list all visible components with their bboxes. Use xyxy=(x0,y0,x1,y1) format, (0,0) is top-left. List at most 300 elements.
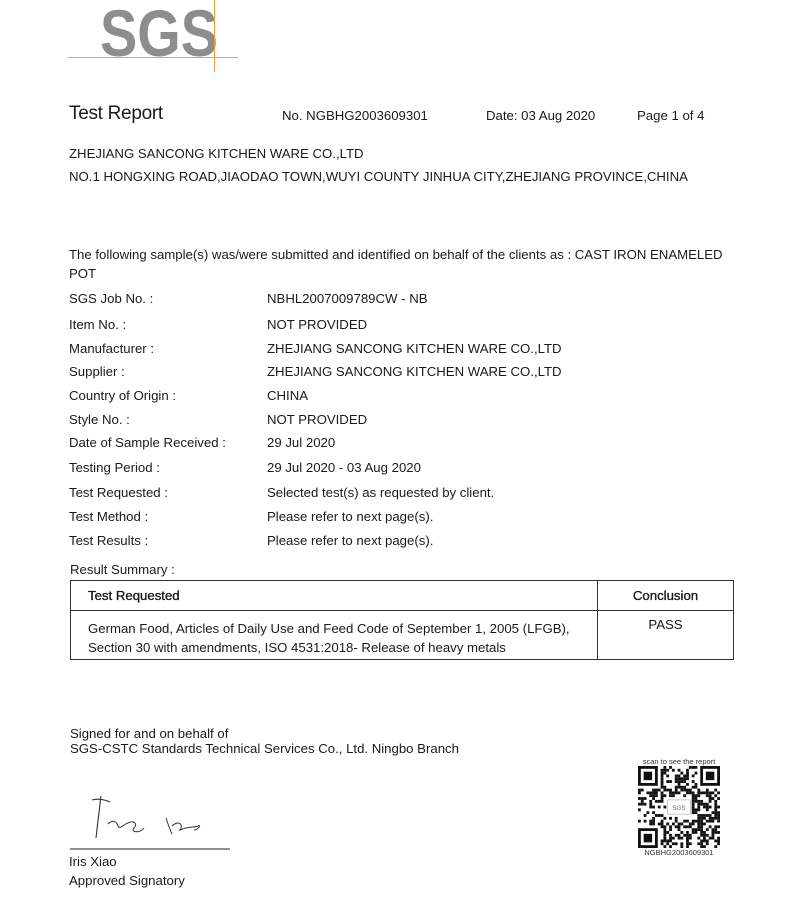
qr-module xyxy=(692,791,695,794)
qr-module xyxy=(686,820,689,823)
qr-module xyxy=(649,794,652,797)
qr-module xyxy=(686,837,689,840)
qr-module xyxy=(686,774,689,777)
qr-module xyxy=(641,800,644,803)
qr-module xyxy=(717,825,720,828)
field-label-item-no: Item No. : xyxy=(69,317,127,332)
qr-module xyxy=(644,803,647,806)
qr-module xyxy=(669,789,672,792)
qr-module xyxy=(692,786,695,789)
qr-module xyxy=(706,803,709,806)
qr-module xyxy=(709,800,712,803)
qr-module xyxy=(686,772,689,775)
qr-module xyxy=(714,828,717,831)
qr-module xyxy=(661,783,664,786)
qr-module xyxy=(703,803,706,806)
field-label-test-results: Test Results : xyxy=(69,533,149,548)
qr-module xyxy=(692,780,695,783)
qr-module xyxy=(678,780,681,783)
qr-module xyxy=(661,777,664,780)
qr-module xyxy=(714,800,717,803)
field-value-manufacturer: ZHEJIANG SANCONG KITCHEN WARE CO.,LTD xyxy=(267,341,562,356)
qr-module xyxy=(680,772,683,775)
qr-module xyxy=(714,825,717,828)
qr-module xyxy=(661,820,664,823)
qr-module xyxy=(663,769,666,772)
table-header-row xyxy=(71,581,734,611)
test-requested-cell xyxy=(71,611,598,660)
column-header-test-requested: Test Requested xyxy=(71,581,598,611)
qr-module xyxy=(717,814,720,817)
qr-module xyxy=(706,808,709,811)
qr-module xyxy=(652,811,655,814)
qr-module xyxy=(692,828,695,831)
qr-module xyxy=(663,825,666,828)
qr-module xyxy=(663,786,666,789)
report-number: No. NGBHG2003609301 xyxy=(282,108,428,123)
qr-module xyxy=(661,840,664,843)
qr-module xyxy=(669,840,672,843)
qr-finder-top-right xyxy=(700,766,720,786)
signoff-company: SGS-CSTC Standards Technical Services Co., Ltd. Ningbo Branch xyxy=(70,741,459,756)
qr-module xyxy=(700,840,703,843)
field-value-supplier: ZHEJIANG SANCONG KITCHEN WARE CO.,LTD xyxy=(267,364,562,379)
client-address: NO.1 HONGXING ROAD,JIAODAO TOWN,WUYI COUNTY JINHUA CITY,ZHEJIANG PROVINCE,CHINA xyxy=(69,169,688,184)
qr-module xyxy=(712,791,715,794)
qr-module xyxy=(675,842,678,845)
qr-module xyxy=(675,774,678,777)
qr-module xyxy=(655,789,658,792)
qr-module xyxy=(714,806,717,809)
qr-module xyxy=(712,828,715,831)
qr-module xyxy=(706,806,709,809)
qr-module xyxy=(678,823,681,826)
qr-module xyxy=(680,777,683,780)
qr-module xyxy=(714,840,717,843)
qr-module xyxy=(652,794,655,797)
qr-module xyxy=(692,811,695,814)
qr-module xyxy=(703,817,706,820)
signatory-role: Approved Signatory xyxy=(69,873,185,888)
qr-module xyxy=(641,789,644,792)
qr-module xyxy=(661,772,664,775)
qr-module xyxy=(658,806,661,809)
qr-module xyxy=(714,831,717,834)
qr-module xyxy=(672,794,675,797)
qr-code[interactable] xyxy=(638,766,720,848)
qr-module xyxy=(700,834,703,837)
qr-module xyxy=(652,797,655,800)
test-requested-line-1: German Food, Articles of Daily Use and Feed Code of September 1, 2005 (LFGB), xyxy=(88,621,570,636)
qr-module xyxy=(644,797,647,800)
qr-module xyxy=(658,789,661,792)
qr-module xyxy=(666,780,669,783)
qr-module xyxy=(695,811,698,814)
qr-module xyxy=(661,786,664,789)
signatory-name: Iris Xiao xyxy=(69,854,117,869)
qr-module xyxy=(666,769,669,772)
qr-caption: scan to see the report xyxy=(642,757,716,766)
qr-module xyxy=(680,831,683,834)
qr-module xyxy=(700,800,703,803)
qr-module xyxy=(695,786,698,789)
qr-module xyxy=(678,777,681,780)
qr-module xyxy=(709,820,712,823)
qr-module xyxy=(675,834,678,837)
qr-module xyxy=(703,834,706,837)
qr-module xyxy=(680,823,683,826)
qr-module xyxy=(680,837,683,840)
qr-module xyxy=(712,817,715,820)
qr-module xyxy=(638,803,641,806)
field-label-test-requested: Test Requested : xyxy=(69,485,168,500)
qr-module xyxy=(663,789,666,792)
qr-module xyxy=(709,817,712,820)
qr-module xyxy=(717,820,720,823)
qr-module xyxy=(700,803,703,806)
qr-module xyxy=(683,786,686,789)
qr-module xyxy=(717,842,720,845)
qr-module xyxy=(692,797,695,800)
qr-module xyxy=(675,817,678,820)
qr-module xyxy=(669,837,672,840)
qr-module xyxy=(675,791,678,794)
qr-module xyxy=(689,789,692,792)
qr-module xyxy=(669,791,672,794)
qr-module xyxy=(695,766,698,769)
field-label-date-received: Date of Sample Received : xyxy=(69,435,226,450)
qr-module xyxy=(692,774,695,777)
qr-module xyxy=(655,794,658,797)
qr-module xyxy=(703,837,706,840)
qr-module xyxy=(703,806,706,809)
field-value-date-received: 29 Jul 2020 xyxy=(267,435,336,450)
qr-module xyxy=(680,786,683,789)
qr-module xyxy=(712,820,715,823)
column-header-conclusion: Conclusion xyxy=(598,581,734,611)
qr-module xyxy=(661,797,664,800)
client-name: ZHEJIANG SANCONG KITCHEN WARE CO.,LTD xyxy=(69,146,364,161)
qr-module xyxy=(686,842,689,845)
field-label-test-method: Test Method : xyxy=(69,509,149,524)
qr-module xyxy=(675,825,678,828)
qr-module xyxy=(686,840,689,843)
qr-finder-top-left xyxy=(638,766,658,786)
qr-module xyxy=(706,789,709,792)
qr-module xyxy=(666,842,669,845)
sgs-logo-text: SGS xyxy=(100,0,218,70)
qr-module xyxy=(692,806,695,809)
qr-module xyxy=(678,786,681,789)
qr-module xyxy=(680,789,683,792)
qr-module xyxy=(697,823,700,826)
qr-module xyxy=(669,766,672,769)
qr-module xyxy=(700,828,703,831)
qr-module xyxy=(706,794,709,797)
qr-module xyxy=(714,794,717,797)
qr-module xyxy=(697,808,700,811)
qr-module xyxy=(652,791,655,794)
signoff-line-1: Signed for and on behalf of xyxy=(70,726,229,741)
qr-module xyxy=(695,794,698,797)
qr-module xyxy=(663,840,666,843)
qr-module xyxy=(686,783,689,786)
qr-module xyxy=(661,800,664,803)
qr-module xyxy=(700,814,703,817)
qr-module xyxy=(703,823,706,826)
field-value-item-no: NOT PROVIDED xyxy=(267,317,368,332)
qr-module xyxy=(717,837,720,840)
qr-module xyxy=(697,817,700,820)
qr-module xyxy=(706,828,709,831)
qr-module xyxy=(697,842,700,845)
qr-module xyxy=(663,817,666,820)
field-value-job-no: NBHL2007009789CW - NB xyxy=(267,291,428,306)
qr-module xyxy=(638,820,641,823)
qr-module xyxy=(714,811,717,814)
qr-module xyxy=(714,789,717,792)
qr-module xyxy=(638,797,641,800)
result-summary-heading: Result Summary : xyxy=(70,562,175,577)
qr-module xyxy=(666,774,669,777)
qr-module xyxy=(700,825,703,828)
qr-module xyxy=(717,831,720,834)
qr-module xyxy=(661,780,664,783)
qr-module xyxy=(678,825,681,828)
qr-module xyxy=(714,808,717,811)
conclusion-cell: PASS xyxy=(598,611,734,660)
qr-module xyxy=(689,791,692,794)
qr-module xyxy=(703,814,706,817)
qr-module xyxy=(649,800,652,803)
qr-module xyxy=(717,840,720,843)
qr-module xyxy=(663,828,666,831)
qr-module xyxy=(717,811,720,814)
qr-module xyxy=(709,791,712,794)
result-summary-table xyxy=(70,580,734,660)
qr-module xyxy=(652,806,655,809)
qr-module xyxy=(692,823,695,826)
qr-module xyxy=(658,814,661,817)
qr-module xyxy=(695,808,698,811)
qr-module xyxy=(683,774,686,777)
qr-module xyxy=(686,825,689,828)
page-indicator: Page 1 of 4 xyxy=(637,108,705,123)
qr-module xyxy=(714,803,717,806)
qr-module xyxy=(646,811,649,814)
qr-module xyxy=(700,817,703,820)
qr-module xyxy=(661,769,664,772)
qr-module xyxy=(638,789,641,792)
qr-module xyxy=(680,842,683,845)
qr-module xyxy=(661,842,664,845)
qr-module xyxy=(695,828,698,831)
qr-module xyxy=(692,808,695,811)
qr-module xyxy=(686,789,689,792)
qr-module xyxy=(678,791,681,794)
qr-module xyxy=(700,842,703,845)
qr-module xyxy=(675,820,678,823)
field-label-country: Country of Origin : xyxy=(69,388,177,403)
qr-module xyxy=(672,791,675,794)
qr-module xyxy=(717,791,720,794)
qr-module xyxy=(663,831,666,834)
qr-module xyxy=(678,834,681,837)
qr-module xyxy=(700,820,703,823)
field-value-style-no: NOT PROVIDED xyxy=(267,412,368,427)
qr-module xyxy=(695,820,698,823)
qr-module xyxy=(706,814,709,817)
report-date: Date: 03 Aug 2020 xyxy=(486,108,596,123)
field-value-testing-period: 29 Jul 2020 - 03 Aug 2020 xyxy=(267,460,421,475)
qr-module xyxy=(672,769,675,772)
qr-module xyxy=(695,831,698,834)
qr-module xyxy=(683,789,686,792)
qr-module xyxy=(697,789,700,792)
sgs-logo xyxy=(68,0,240,72)
qr-module xyxy=(689,842,692,845)
qr-module xyxy=(666,823,669,826)
qr-module xyxy=(689,825,692,828)
qr-module xyxy=(712,831,715,834)
qr-module xyxy=(709,825,712,828)
qr-module xyxy=(689,766,692,769)
qr-module xyxy=(695,797,698,800)
qr-module xyxy=(666,840,669,843)
qr-module xyxy=(655,791,658,794)
qr-module xyxy=(663,794,666,797)
qr-module xyxy=(692,766,695,769)
qr-module xyxy=(649,820,652,823)
qr-module xyxy=(692,803,695,806)
qr-module xyxy=(669,828,672,831)
qr-module xyxy=(649,791,652,794)
qr-module xyxy=(697,800,700,803)
qr-module xyxy=(697,794,700,797)
qr-module xyxy=(672,842,675,845)
qr-module xyxy=(706,834,709,837)
qr-module xyxy=(675,786,678,789)
qr-module xyxy=(678,837,681,840)
qr-module xyxy=(697,825,700,828)
qr-module xyxy=(706,820,709,823)
report-title: Test Report xyxy=(69,103,163,124)
qr-module xyxy=(649,803,652,806)
qr-module xyxy=(663,837,666,840)
qr-module xyxy=(649,806,652,809)
qr-module xyxy=(678,783,681,786)
qr-module xyxy=(695,783,698,786)
qr-module xyxy=(683,834,686,837)
qr-module xyxy=(669,794,672,797)
qr-module xyxy=(649,823,652,826)
sample-intro: The following sample(s) was/were submitted and identified on behalf of the clients as : CAST IRON ENAMELED POT xyxy=(69,247,723,281)
qr-module xyxy=(700,831,703,834)
qr-module xyxy=(686,831,689,834)
qr-module xyxy=(678,774,681,777)
qr-module xyxy=(683,825,686,828)
qr-module xyxy=(692,800,695,803)
qr-module xyxy=(661,774,664,777)
field-value-test-requested: Selected test(s) as requested by client. xyxy=(267,485,495,500)
qr-module xyxy=(697,791,700,794)
qr-module xyxy=(658,823,661,826)
field-value-test-method: Please refer to next page(s). xyxy=(267,509,434,524)
qr-module xyxy=(686,769,689,772)
qr-module xyxy=(669,817,672,820)
qr-module xyxy=(678,828,681,831)
qr-module xyxy=(706,842,709,845)
qr-module xyxy=(644,814,647,817)
qr-finder-bottom-left xyxy=(638,828,658,848)
qr-module xyxy=(717,817,720,820)
qr-module xyxy=(709,794,712,797)
qr-module xyxy=(644,820,647,823)
qr-module xyxy=(641,797,644,800)
qr-module xyxy=(672,823,675,826)
qr-module xyxy=(712,811,715,814)
qr-module xyxy=(697,837,700,840)
qr-module xyxy=(697,814,700,817)
qr-module xyxy=(689,837,692,840)
qr-module xyxy=(709,814,712,817)
qr-module xyxy=(669,825,672,828)
qr-module xyxy=(675,777,678,780)
qr-module xyxy=(712,797,715,800)
qr-module xyxy=(666,789,669,792)
qr-module xyxy=(683,794,686,797)
qr-module xyxy=(669,780,672,783)
qr-module xyxy=(683,780,686,783)
qr-module xyxy=(683,777,686,780)
test-requested-line-2: Section 30 with amendments, ISO 4531:2018- Release of heavy metals xyxy=(88,640,506,655)
field-label-style-no: Style No. : xyxy=(69,412,130,427)
qr-module xyxy=(692,831,695,834)
qr-module xyxy=(709,837,712,840)
qr-module xyxy=(652,820,655,823)
qr-module xyxy=(663,806,666,809)
qr-module xyxy=(700,791,703,794)
qr-module xyxy=(655,814,658,817)
field-label-manufacturer: Manufacturer : xyxy=(69,341,155,356)
qr-module xyxy=(652,817,655,820)
qr-module xyxy=(703,840,706,843)
qr-module xyxy=(686,777,689,780)
qr-module xyxy=(697,803,700,806)
field-label-job-no: SGS Job No. : xyxy=(69,291,154,306)
qr-module xyxy=(663,834,666,837)
qr-module xyxy=(703,831,706,834)
qr-module xyxy=(661,791,664,794)
qr-module xyxy=(683,820,686,823)
qr-module xyxy=(652,823,655,826)
qr-module xyxy=(646,791,649,794)
qr-module xyxy=(697,806,700,809)
field-label-supplier: Supplier : xyxy=(69,364,125,379)
qr-center-text: SGS xyxy=(672,806,686,813)
qr-module xyxy=(692,794,695,797)
qr-module xyxy=(661,823,664,826)
qr-module xyxy=(712,834,715,837)
qr-module xyxy=(689,823,692,826)
qr-module xyxy=(709,806,712,809)
qr-module xyxy=(661,794,664,797)
qr-module xyxy=(703,791,706,794)
qr-code-number: NGBHG2003609301 xyxy=(644,848,714,857)
qr-module xyxy=(695,772,698,775)
qr-module xyxy=(686,791,689,794)
qr-module xyxy=(689,834,692,837)
